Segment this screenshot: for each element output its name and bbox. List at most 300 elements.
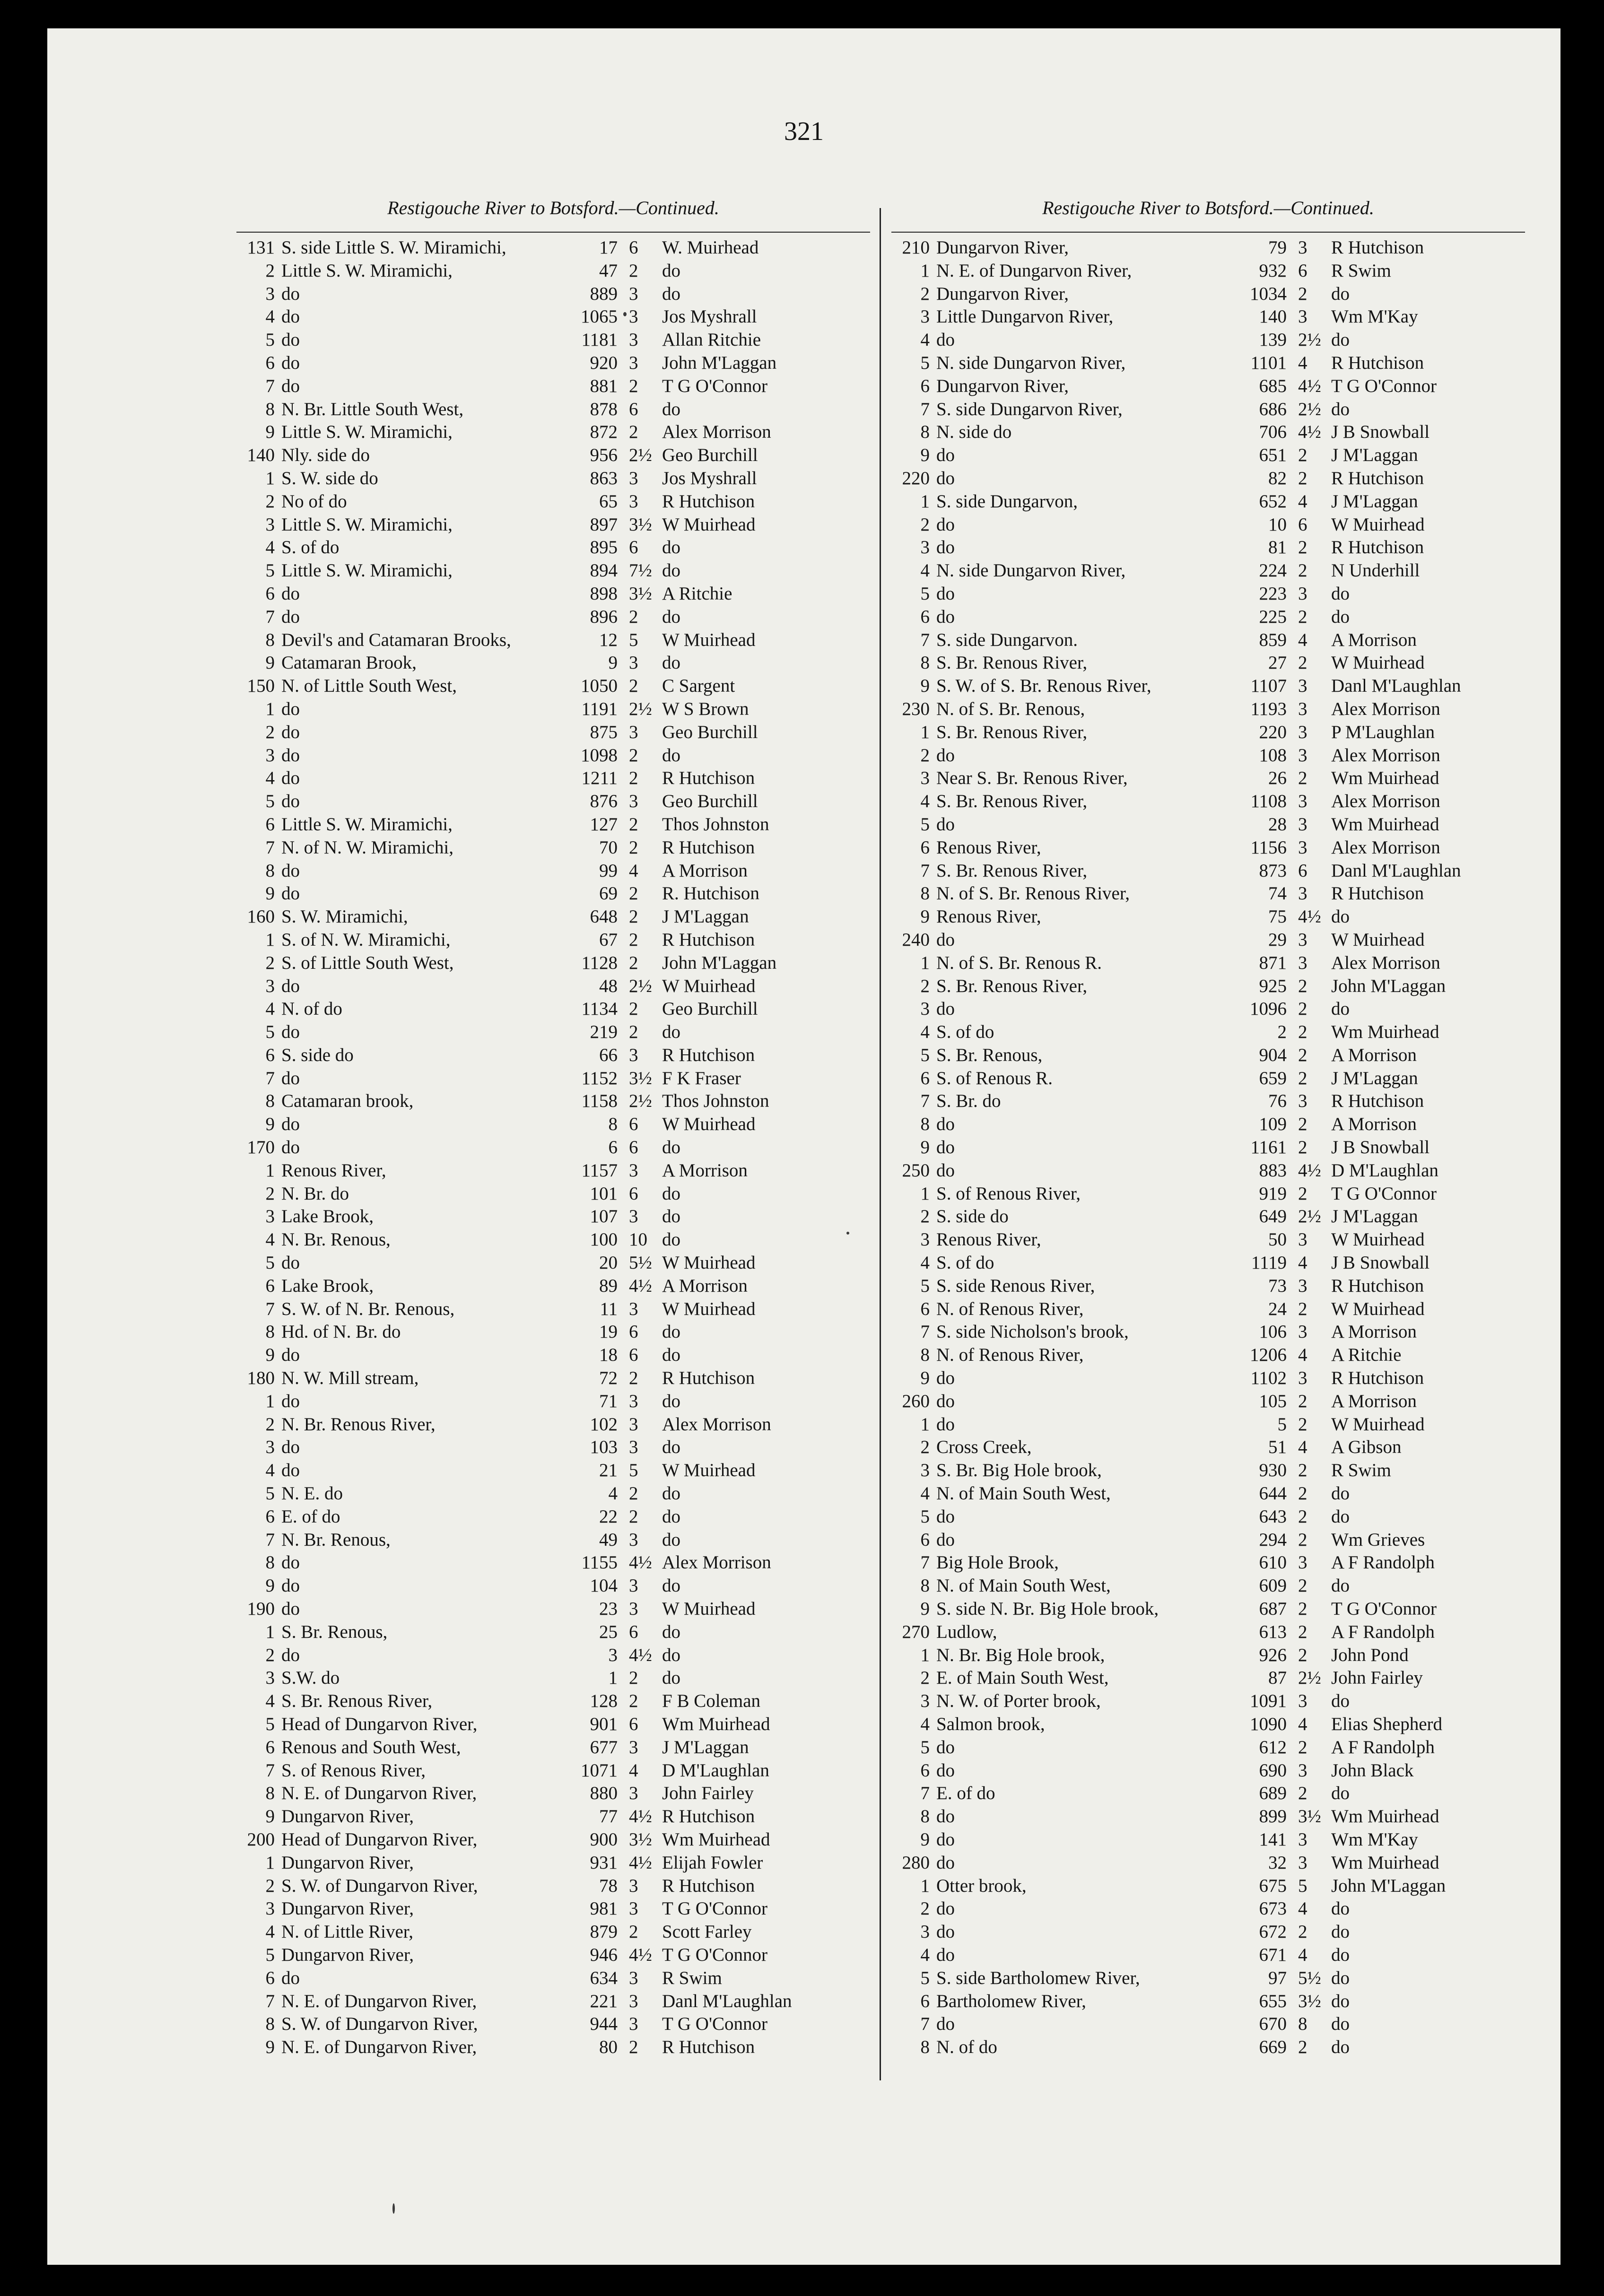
- grantee-cell: Danl M'Laughlan: [662, 1991, 792, 2011]
- quantity-cell: 2: [1298, 1506, 1308, 1527]
- acres-cell: 22: [599, 1506, 618, 1527]
- table-row: [891, 1897, 1560, 1921]
- location-cell: Renous River,: [936, 906, 1041, 927]
- acres-cell: 1181: [581, 330, 618, 350]
- location-cell: do: [281, 1967, 300, 1988]
- table-row: [236, 1505, 891, 1529]
- lot-number-cell: 6: [265, 352, 275, 373]
- location-cell: Little S. W. Miramichi,: [281, 560, 453, 581]
- table-row: [236, 1551, 891, 1574]
- acres-cell: 919: [1259, 1183, 1287, 1204]
- acres-cell: 28: [1268, 814, 1287, 835]
- lot-number-cell: 1: [920, 491, 930, 512]
- location-cell: N. of S. Br. Renous River,: [936, 883, 1130, 904]
- location-cell: do: [936, 468, 955, 488]
- table-row: [891, 813, 1560, 836]
- location-cell: N. W. Mill stream,: [281, 1368, 419, 1389]
- quantity-cell: 2½: [629, 975, 652, 996]
- acres-cell: 32: [1268, 1852, 1287, 1873]
- acres-cell: 925: [1259, 975, 1287, 996]
- quantity-cell: 2: [1298, 1414, 1308, 1435]
- lot-number-cell: 170: [247, 1137, 275, 1158]
- quantity-cell: 2: [629, 2037, 638, 2058]
- table-row: [891, 1321, 1560, 1344]
- table-row: [891, 998, 1560, 1021]
- grantee-cell: J M'Laggan: [1331, 1206, 1418, 1227]
- lot-number-cell: 7: [920, 629, 930, 650]
- location-cell: N. E. of Dungarvon River,: [281, 1783, 477, 1804]
- location-cell: Big Hole Brook,: [936, 1552, 1059, 1573]
- table-row: [891, 698, 1560, 721]
- grantee-cell: W Muirhead: [1331, 929, 1425, 950]
- location-cell: S. of Renous R.: [936, 1068, 1053, 1088]
- grantee-cell: Elijah Fowler: [662, 1852, 763, 1873]
- location-cell: S. Br. Renous River,: [936, 860, 1088, 881]
- grantee-cell: Wm Muirhead: [1331, 1852, 1439, 1873]
- table-row: [236, 629, 891, 652]
- quantity-cell: 3½: [629, 1068, 652, 1088]
- table-row: [236, 398, 891, 421]
- grantee-cell: Danl M'Laughlan: [1331, 860, 1461, 881]
- acres-cell: 25: [599, 1621, 618, 1642]
- lot-number-cell: 5: [920, 1275, 930, 1296]
- acres-cell: 895: [590, 537, 618, 558]
- grantee-cell: W Muirhead: [1331, 1414, 1425, 1435]
- quantity-cell: 2: [1298, 1599, 1308, 1619]
- location-cell: Dungarvon River,: [281, 1806, 414, 1827]
- acres-cell: 690: [1259, 1760, 1287, 1781]
- location-cell: do: [936, 1529, 955, 1550]
- location-cell: S. W. of Dungarvon River,: [281, 1875, 478, 1896]
- location-cell: Dungarvon River,: [281, 1944, 414, 1965]
- lot-number-cell: 4: [920, 560, 930, 581]
- acres-cell: 872: [590, 422, 618, 443]
- acres-cell: 78: [599, 1875, 618, 1896]
- quantity-cell: 2: [1298, 1044, 1308, 1065]
- quantity-cell: 2: [629, 999, 638, 1019]
- grantee-cell: do: [1331, 1575, 1350, 1596]
- grantee-cell: do: [662, 1322, 680, 1342]
- quantity-cell: 4½: [629, 1852, 652, 1873]
- location-cell: do: [281, 1252, 300, 1273]
- table-row: [236, 236, 891, 260]
- location-cell: do: [281, 975, 300, 996]
- lot-number-cell: 2: [265, 1875, 275, 1896]
- lot-number-cell: 7: [265, 837, 275, 858]
- lot-number-cell: 4: [265, 1229, 275, 1250]
- table-row: [891, 1852, 1560, 1875]
- location-cell: do: [936, 1160, 955, 1181]
- grantee-cell: do: [1331, 283, 1350, 304]
- acres-cell: 876: [590, 791, 618, 812]
- location-cell: Little S. W. Miramichi,: [281, 814, 453, 835]
- quantity-cell: 7½: [629, 560, 652, 581]
- grantee-cell: R Hutchison: [1331, 352, 1424, 373]
- quantity-cell: 3: [629, 1437, 638, 1458]
- lot-number-cell: 5: [920, 583, 930, 604]
- table-row: [891, 952, 1560, 975]
- table-row: [891, 421, 1560, 444]
- grantee-cell: Scott Farley: [662, 1922, 752, 1942]
- quantity-cell: 4: [1298, 1898, 1308, 1919]
- grantee-cell: J M'Laggan: [662, 1737, 749, 1757]
- location-cell: N. of Main South West,: [936, 1575, 1111, 1596]
- grantee-cell: do: [662, 745, 680, 765]
- table-row: [236, 1598, 891, 1621]
- quantity-cell: 2: [629, 883, 638, 904]
- left-grant-list: [236, 236, 891, 2059]
- table-row: [236, 1805, 891, 1828]
- acres-cell: 101: [590, 1183, 618, 1204]
- quantity-cell: 6: [1298, 260, 1308, 281]
- acres-cell: 70: [599, 837, 618, 858]
- acres-cell: 859: [1259, 629, 1287, 650]
- location-cell: Bartholomew River,: [936, 1991, 1086, 2011]
- table-row: [236, 975, 891, 998]
- acres-cell: 139: [1259, 330, 1287, 350]
- lot-number-cell: 9: [920, 1368, 930, 1389]
- acres-cell: 897: [590, 514, 618, 535]
- acres-cell: 931: [590, 1852, 618, 1873]
- table-row: [236, 1944, 891, 1967]
- acres-cell: 10: [1268, 514, 1287, 535]
- lot-number-cell: 3: [920, 1229, 930, 1250]
- table-row: [236, 375, 891, 398]
- lot-number-cell: 8: [265, 1322, 275, 1342]
- lot-number-cell: 8: [265, 1783, 275, 1804]
- acres-cell: 87: [1268, 1668, 1287, 1688]
- quantity-cell: 6: [629, 1714, 638, 1734]
- lot-number-cell: 4: [920, 1714, 930, 1734]
- quantity-cell: 2: [629, 814, 638, 835]
- table-row: [891, 1459, 1560, 1482]
- page-number: 321: [784, 117, 824, 146]
- table-row: [236, 1736, 891, 1759]
- lot-number-cell: 9: [920, 445, 930, 466]
- table-row: [891, 1367, 1560, 1390]
- location-cell: S. side Little S. W. Miramichi,: [281, 237, 506, 258]
- grantee-cell: R Hutchison: [1331, 1091, 1424, 1112]
- table-row: [891, 1967, 1560, 1990]
- acres-cell: 65: [599, 491, 618, 512]
- lot-number-cell: 3: [920, 306, 930, 327]
- quantity-cell: 2: [629, 906, 638, 927]
- location-cell: do: [936, 1852, 955, 1873]
- grantee-cell: D M'Laughlan: [662, 1760, 769, 1781]
- quantity-cell: 3: [1298, 698, 1308, 719]
- lot-number-cell: 7: [265, 1991, 275, 2011]
- acres-cell: 1211: [581, 768, 618, 789]
- quantity-cell: 2½: [629, 698, 652, 719]
- lot-number-cell: 4: [265, 1460, 275, 1481]
- table-row: [236, 698, 891, 721]
- table-row: [236, 905, 891, 929]
- grantee-cell: Wm Grieves: [1331, 1529, 1425, 1550]
- table-row: [891, 1944, 1560, 1967]
- table-row: [236, 1875, 891, 1898]
- acres-cell: 20: [599, 1252, 618, 1273]
- grantee-cell: R Hutchison: [1331, 883, 1424, 904]
- table-row: [236, 1228, 891, 1252]
- location-cell: S. side do: [281, 1044, 354, 1065]
- grantee-cell: Wm M'Kay: [1331, 1829, 1418, 1850]
- table-row: [891, 1252, 1560, 1275]
- table-row: [236, 860, 891, 883]
- table-row: [236, 1482, 891, 1505]
- left-column-heading: Restigouche River to Botsford.—Continued.: [387, 197, 719, 218]
- lot-number-cell: 9: [265, 883, 275, 904]
- table-row: [236, 1852, 891, 1875]
- grantee-cell: do: [662, 1183, 680, 1204]
- quantity-cell: 2: [629, 1691, 638, 1712]
- grantee-cell: do: [662, 1391, 680, 1411]
- table-row: [891, 629, 1560, 652]
- lot-number-cell: 9: [920, 1599, 930, 1619]
- table-row: [891, 398, 1560, 421]
- grantee-cell: Wm Muirhead: [1331, 1022, 1439, 1043]
- lot-number-cell: 6: [920, 1991, 930, 2011]
- location-cell: do: [936, 1898, 955, 1919]
- acres-cell: 4: [608, 1483, 618, 1504]
- table-row: [236, 1690, 891, 1713]
- lot-number-cell: 2: [265, 722, 275, 742]
- location-cell: S. of do: [936, 1022, 994, 1043]
- lot-number-cell: 4: [265, 1691, 275, 1712]
- acres-cell: 672: [1259, 1922, 1287, 1942]
- quantity-cell: 4½: [1298, 422, 1321, 443]
- location-cell: N. Br. Renous,: [281, 1529, 391, 1550]
- quantity-cell: 3: [629, 652, 638, 673]
- lot-number-cell: 6: [265, 583, 275, 604]
- quantity-cell: 3: [1298, 929, 1308, 950]
- quantity-cell: 3: [1298, 1552, 1308, 1573]
- grantee-cell: do: [1331, 1483, 1350, 1504]
- grantee-cell: A Morrison: [1331, 629, 1417, 650]
- location-cell: do: [936, 1760, 955, 1781]
- lot-number-cell: 7: [265, 1529, 275, 1550]
- lot-number-cell: 7: [920, 399, 930, 419]
- lot-number-cell: 5: [920, 352, 930, 373]
- lot-number-cell: 240: [902, 929, 930, 950]
- lot-number-cell: 3: [265, 975, 275, 996]
- acres-cell: 80: [599, 2037, 618, 2058]
- quantity-cell: 6: [629, 1114, 638, 1135]
- acres-cell: 1152: [581, 1068, 618, 1088]
- grantee-cell: do: [1331, 1991, 1350, 2011]
- location-cell: Lake Brook,: [281, 1275, 374, 1296]
- table-row: [236, 2036, 891, 2059]
- acres-cell: 26: [1268, 768, 1287, 789]
- acres-cell: 141: [1259, 1829, 1287, 1850]
- location-cell: do: [281, 768, 300, 789]
- lot-number-cell: 7: [265, 375, 275, 396]
- location-cell: N. side Dungarvon River,: [936, 352, 1126, 373]
- quantity-cell: 3: [629, 352, 638, 373]
- grantee-cell: do: [1331, 1783, 1350, 1804]
- grantee-cell: do: [1331, 2014, 1350, 2035]
- location-cell: S. side Bartholomew River,: [936, 1967, 1140, 1988]
- acres-cell: 77: [599, 1806, 618, 1827]
- table-row: [236, 1390, 891, 1413]
- quantity-cell: 4½: [1298, 375, 1321, 396]
- grantee-cell: A F Randolph: [1331, 1621, 1435, 1642]
- grantee-cell: T G O'Connor: [1331, 1183, 1437, 1204]
- acres-cell: 879: [590, 1922, 618, 1942]
- table-row: [236, 260, 891, 283]
- grantee-cell: do: [1331, 1922, 1350, 1942]
- grantee-cell: do: [1331, 2037, 1350, 2058]
- quantity-cell: 6: [629, 1322, 638, 1342]
- acres-cell: 880: [590, 1783, 618, 1804]
- location-cell: N. Br. do: [281, 1183, 349, 1204]
- quantity-cell: 4½: [629, 1275, 652, 1296]
- location-cell: do: [936, 1922, 955, 1942]
- location-cell: Catamaran brook,: [281, 1091, 414, 1112]
- grantee-cell: J B Snowball: [1331, 1137, 1430, 1158]
- quantity-cell: 2: [1298, 283, 1308, 304]
- quantity-cell: 3: [629, 1875, 638, 1896]
- table-row: [891, 260, 1560, 283]
- grantee-cell: R Hutchison: [662, 1806, 755, 1827]
- acres-cell: 1119: [1251, 1252, 1287, 1273]
- lot-number-cell: 5: [265, 1022, 275, 1043]
- table-row: [236, 1921, 891, 1944]
- table-row: [891, 1921, 1560, 1944]
- grantee-cell: W Muirhead: [662, 514, 756, 535]
- lot-number-cell: 8: [920, 2037, 930, 2058]
- acres-cell: 878: [590, 399, 618, 419]
- quantity-cell: 8: [1298, 2014, 1308, 2035]
- lot-number-cell: 2: [920, 283, 930, 304]
- grantee-cell: R. Hutchison: [662, 883, 759, 904]
- grantee-cell: do: [662, 1437, 680, 1458]
- location-cell: do: [281, 306, 300, 327]
- location-cell: N. side Dungarvon River,: [936, 560, 1126, 581]
- grantee-cell: T G O'Connor: [662, 1898, 767, 1919]
- quantity-cell: 6: [629, 1137, 638, 1158]
- table-row: [236, 467, 891, 490]
- lot-number-cell: 7: [920, 1322, 930, 1342]
- location-cell: do: [936, 1114, 955, 1135]
- table-row: [236, 1990, 891, 2013]
- grantee-cell: Alex Morrison: [1331, 698, 1440, 719]
- location-cell: N. side do: [936, 422, 1012, 443]
- location-cell: do: [281, 1114, 300, 1135]
- location-cell: S.W. do: [281, 1668, 340, 1688]
- acres-cell: 652: [1259, 491, 1287, 512]
- lot-number-cell: 6: [265, 1275, 275, 1296]
- acres-cell: 677: [590, 1737, 618, 1757]
- lot-number-cell: 4: [265, 768, 275, 789]
- lot-number-cell: 3: [265, 1668, 275, 1688]
- location-cell: N. E. of Dungarvon River,: [281, 2037, 477, 2058]
- table-row: [236, 1205, 891, 1228]
- lot-number-cell: 6: [920, 1298, 930, 1319]
- table-row: [891, 1298, 1560, 1321]
- acres-cell: 659: [1259, 1068, 1287, 1088]
- location-cell: E. of do: [281, 1506, 340, 1527]
- acres-cell: 896: [590, 606, 618, 627]
- lot-number-cell: 6: [920, 606, 930, 627]
- location-cell: Nly. side do: [281, 445, 370, 466]
- acres-cell: 1157: [581, 1160, 618, 1181]
- location-cell: do: [281, 745, 300, 765]
- location-cell: do: [281, 698, 300, 719]
- acres-cell: 644: [1259, 1483, 1287, 1504]
- table-row: [891, 1044, 1560, 1067]
- ink-speck: [846, 1232, 849, 1235]
- quantity-cell: 3: [629, 283, 638, 304]
- lot-number-cell: 2: [920, 975, 930, 996]
- table-row: [236, 721, 891, 744]
- location-cell: S. of Renous River,: [936, 1183, 1081, 1204]
- table-row: [236, 1159, 891, 1183]
- table-row: [236, 536, 891, 559]
- table-row: [891, 2036, 1560, 2059]
- table-row: [236, 882, 891, 905]
- location-cell: do: [936, 2014, 955, 2035]
- quantity-cell: 3: [1298, 837, 1308, 858]
- location-cell: do: [936, 1368, 955, 1389]
- location-cell: do: [936, 814, 955, 835]
- table-row: [236, 283, 891, 306]
- grantee-cell: Geo Burchill: [662, 999, 758, 1019]
- lot-number-cell: 8: [920, 1806, 930, 1827]
- grantee-cell: J M'Laggan: [1331, 1068, 1418, 1088]
- grantee-cell: do: [1331, 330, 1350, 350]
- quantity-cell: 2: [1298, 1575, 1308, 1596]
- grantee-cell: do: [662, 1483, 680, 1504]
- location-cell: Catamaran Brook,: [281, 652, 417, 673]
- quantity-cell: 2: [1298, 975, 1308, 996]
- acres-cell: 21: [599, 1460, 618, 1481]
- quantity-cell: 6: [629, 1621, 638, 1642]
- acres-cell: 221: [590, 1991, 618, 2011]
- acres-cell: 689: [1259, 1783, 1287, 1804]
- lot-number-cell: 210: [902, 237, 930, 258]
- grantee-cell: A Ritchie: [1331, 1345, 1402, 1365]
- table-row: [236, 1090, 891, 1113]
- location-cell: Near S. Br. Renous River,: [936, 768, 1128, 789]
- quantity-cell: 3: [629, 1414, 638, 1435]
- lot-number-cell: 280: [902, 1852, 930, 1873]
- grantee-cell: John Fairley: [662, 1783, 754, 1804]
- quantity-cell: 2: [629, 1368, 638, 1389]
- location-cell: do: [281, 1552, 300, 1573]
- lot-number-cell: 230: [902, 698, 930, 719]
- grantee-cell: R Hutchison: [662, 1368, 755, 1389]
- lot-number-cell: 1: [265, 468, 275, 488]
- table-row: [236, 1667, 891, 1690]
- lot-number-cell: 1: [265, 1391, 275, 1411]
- table-row: [891, 1183, 1560, 1206]
- location-cell: N. Br. Little South West,: [281, 399, 464, 419]
- acres-cell: 89: [599, 1275, 618, 1296]
- table-row: [236, 929, 891, 952]
- location-cell: do: [281, 330, 300, 350]
- grantee-cell: W Muirhead: [662, 1114, 756, 1135]
- table-row: [891, 1551, 1560, 1574]
- acres-cell: 73: [1268, 1275, 1287, 1296]
- quantity-cell: 2: [1298, 1737, 1308, 1757]
- table-row: [236, 1321, 891, 1344]
- grantee-cell: R Hutchison: [662, 491, 755, 512]
- lot-number-cell: 9: [265, 1345, 275, 1365]
- lot-number-cell: 9: [920, 676, 930, 696]
- acres-cell: 17: [599, 237, 618, 258]
- lot-number-cell: 5: [920, 1967, 930, 1988]
- lot-number-cell: 4: [920, 1483, 930, 1504]
